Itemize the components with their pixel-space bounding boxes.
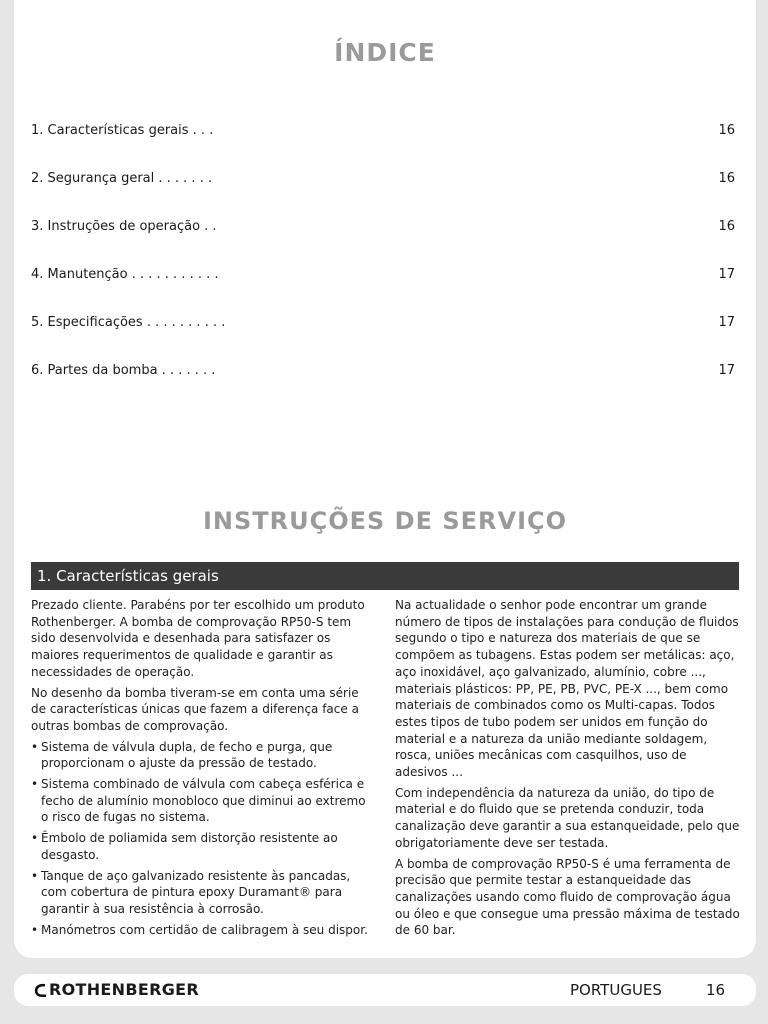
toc-entry-label: 1. Características gerais . . .	[31, 123, 214, 138]
bullet-icon: •	[31, 777, 39, 792]
toc-entry-label: 5. Especificações . . . . . . . . . .	[31, 315, 226, 330]
paragraph: Prezado cliente. Parabéns por ter escolhido um produto Rothenberger. A bomba de comprovação RP50-S tem sido desenvolvida e desenhada para satisfazer os maiores requerimentos de qualidade e garantir as necessidades de operação.	[31, 598, 365, 679]
page-footer	[14, 974, 756, 1006]
page-number: 16	[706, 981, 726, 999]
list-item-text: Êmbolo de poliamida sem distorção resistente ao desgasto.	[41, 831, 338, 862]
bullet-icon: •	[31, 868, 39, 883]
toc-entry[interactable]	[31, 313, 735, 333]
service-title: INSTRUÇÕES DE SERVIÇO	[202, 507, 568, 535]
toc-entry-page: 16	[718, 219, 735, 234]
toc-entry[interactable]	[31, 361, 735, 381]
paragraph: Na actualidade o senhor pode encontrar um grande número de tipos de instalações para condução de fluidos segundo o tipo e natureza dos materiais de que se compõem as tubagens. Estas podem ser metálicas: aço, aço inoxidável, aço galvanizado, alumínio, cobre ..., materiais plásticos: PP, PE, PB, PVC, PE-X ..., bem como materiais de combinados como os Multi-capas. Todos estes tipos de tubo podem ser unidos em função do material e a natureza da união mediante soldagem, rosca, uniões mecânicas com casquilhos, uso de adesivos ...	[395, 598, 739, 780]
brand-logo	[32, 979, 199, 1001]
toc-entry[interactable]	[31, 217, 735, 237]
toc-entry-page: 16	[718, 123, 735, 138]
toc-entry-label: 2. Segurança geral . . . . . . .	[31, 171, 213, 186]
toc-entry-label: 6. Partes da bomba . . . . . . .	[31, 363, 216, 378]
logo-text: ROTHENBERGER	[49, 980, 199, 999]
list-item-text: Manómetros com certidão de calibragem à seu dispor.	[41, 922, 368, 937]
paragraph: No desenho da bomba tiveram-se em conta uma série de características únicas que fazem a diferença face a outras bombas de comprovação.	[31, 685, 359, 733]
language-label: PORTUGUES	[570, 981, 662, 999]
page-sheet	[14, 0, 756, 958]
index-title: ÍNDICE	[334, 38, 436, 67]
paragraph: Com independência da natureza da união, do tipo de material e do fluido que se pretenda conduzir, toda canalização deve garantir a sua estanqueidade, pelo que obrigatoriamente deve ser testada.	[395, 785, 740, 850]
toc-entry-page: 17	[718, 315, 735, 330]
toc-entry-label: 3. Instruções de operação . .	[31, 219, 217, 234]
left-column	[31, 597, 376, 942]
toc-entry[interactable]	[31, 121, 735, 141]
list-item-text: Tanque de aço galvanizado resistente às pancadas, com cobertura de pintura epoxy Duramant® para garantir à sua resistência à corrosão.	[41, 868, 351, 916]
paragraph: A bomba de comprovação RP50-S é uma ferramenta de precisão que permite testar a estanqueidade das canalizações usando como fluido de comprovação água ou óleo e que consegue uma pressão máxima de testado de 60 bar.	[395, 856, 740, 938]
list-item-text: Sistema de válvula dupla, de fecho e purga, que proporcionam o ajuste da pressão de testado.	[41, 739, 333, 771]
toc-entry-page: 16	[718, 171, 735, 186]
toc-entry-label: 4. Manutenção . . . . . . . . . . .	[31, 267, 219, 282]
toc-entry[interactable]	[31, 265, 735, 285]
toc-entry-page: 17	[718, 363, 735, 378]
bullet-icon: •	[31, 831, 39, 846]
toc-entry-page: 17	[718, 267, 735, 282]
right-column	[395, 597, 740, 943]
list-item	[31, 830, 376, 863]
list-item	[31, 868, 376, 918]
list-item	[31, 922, 376, 939]
feature-list	[31, 739, 376, 939]
bullet-icon: •	[31, 739, 39, 754]
bullet-icon: •	[31, 922, 39, 937]
list-item	[31, 776, 376, 826]
toc-entry[interactable]	[31, 169, 735, 189]
section-header-bar	[31, 562, 739, 590]
list-item-text: Sistema combinado de válvula com cabeça esférica e fecho de alumínio monobloco que diminui ao extremo o risco de fugas no sistema.	[41, 777, 366, 825]
list-item	[31, 739, 376, 772]
rothenberger-swoosh-icon	[32, 981, 48, 999]
section-title: 1. Características gerais	[37, 567, 219, 585]
